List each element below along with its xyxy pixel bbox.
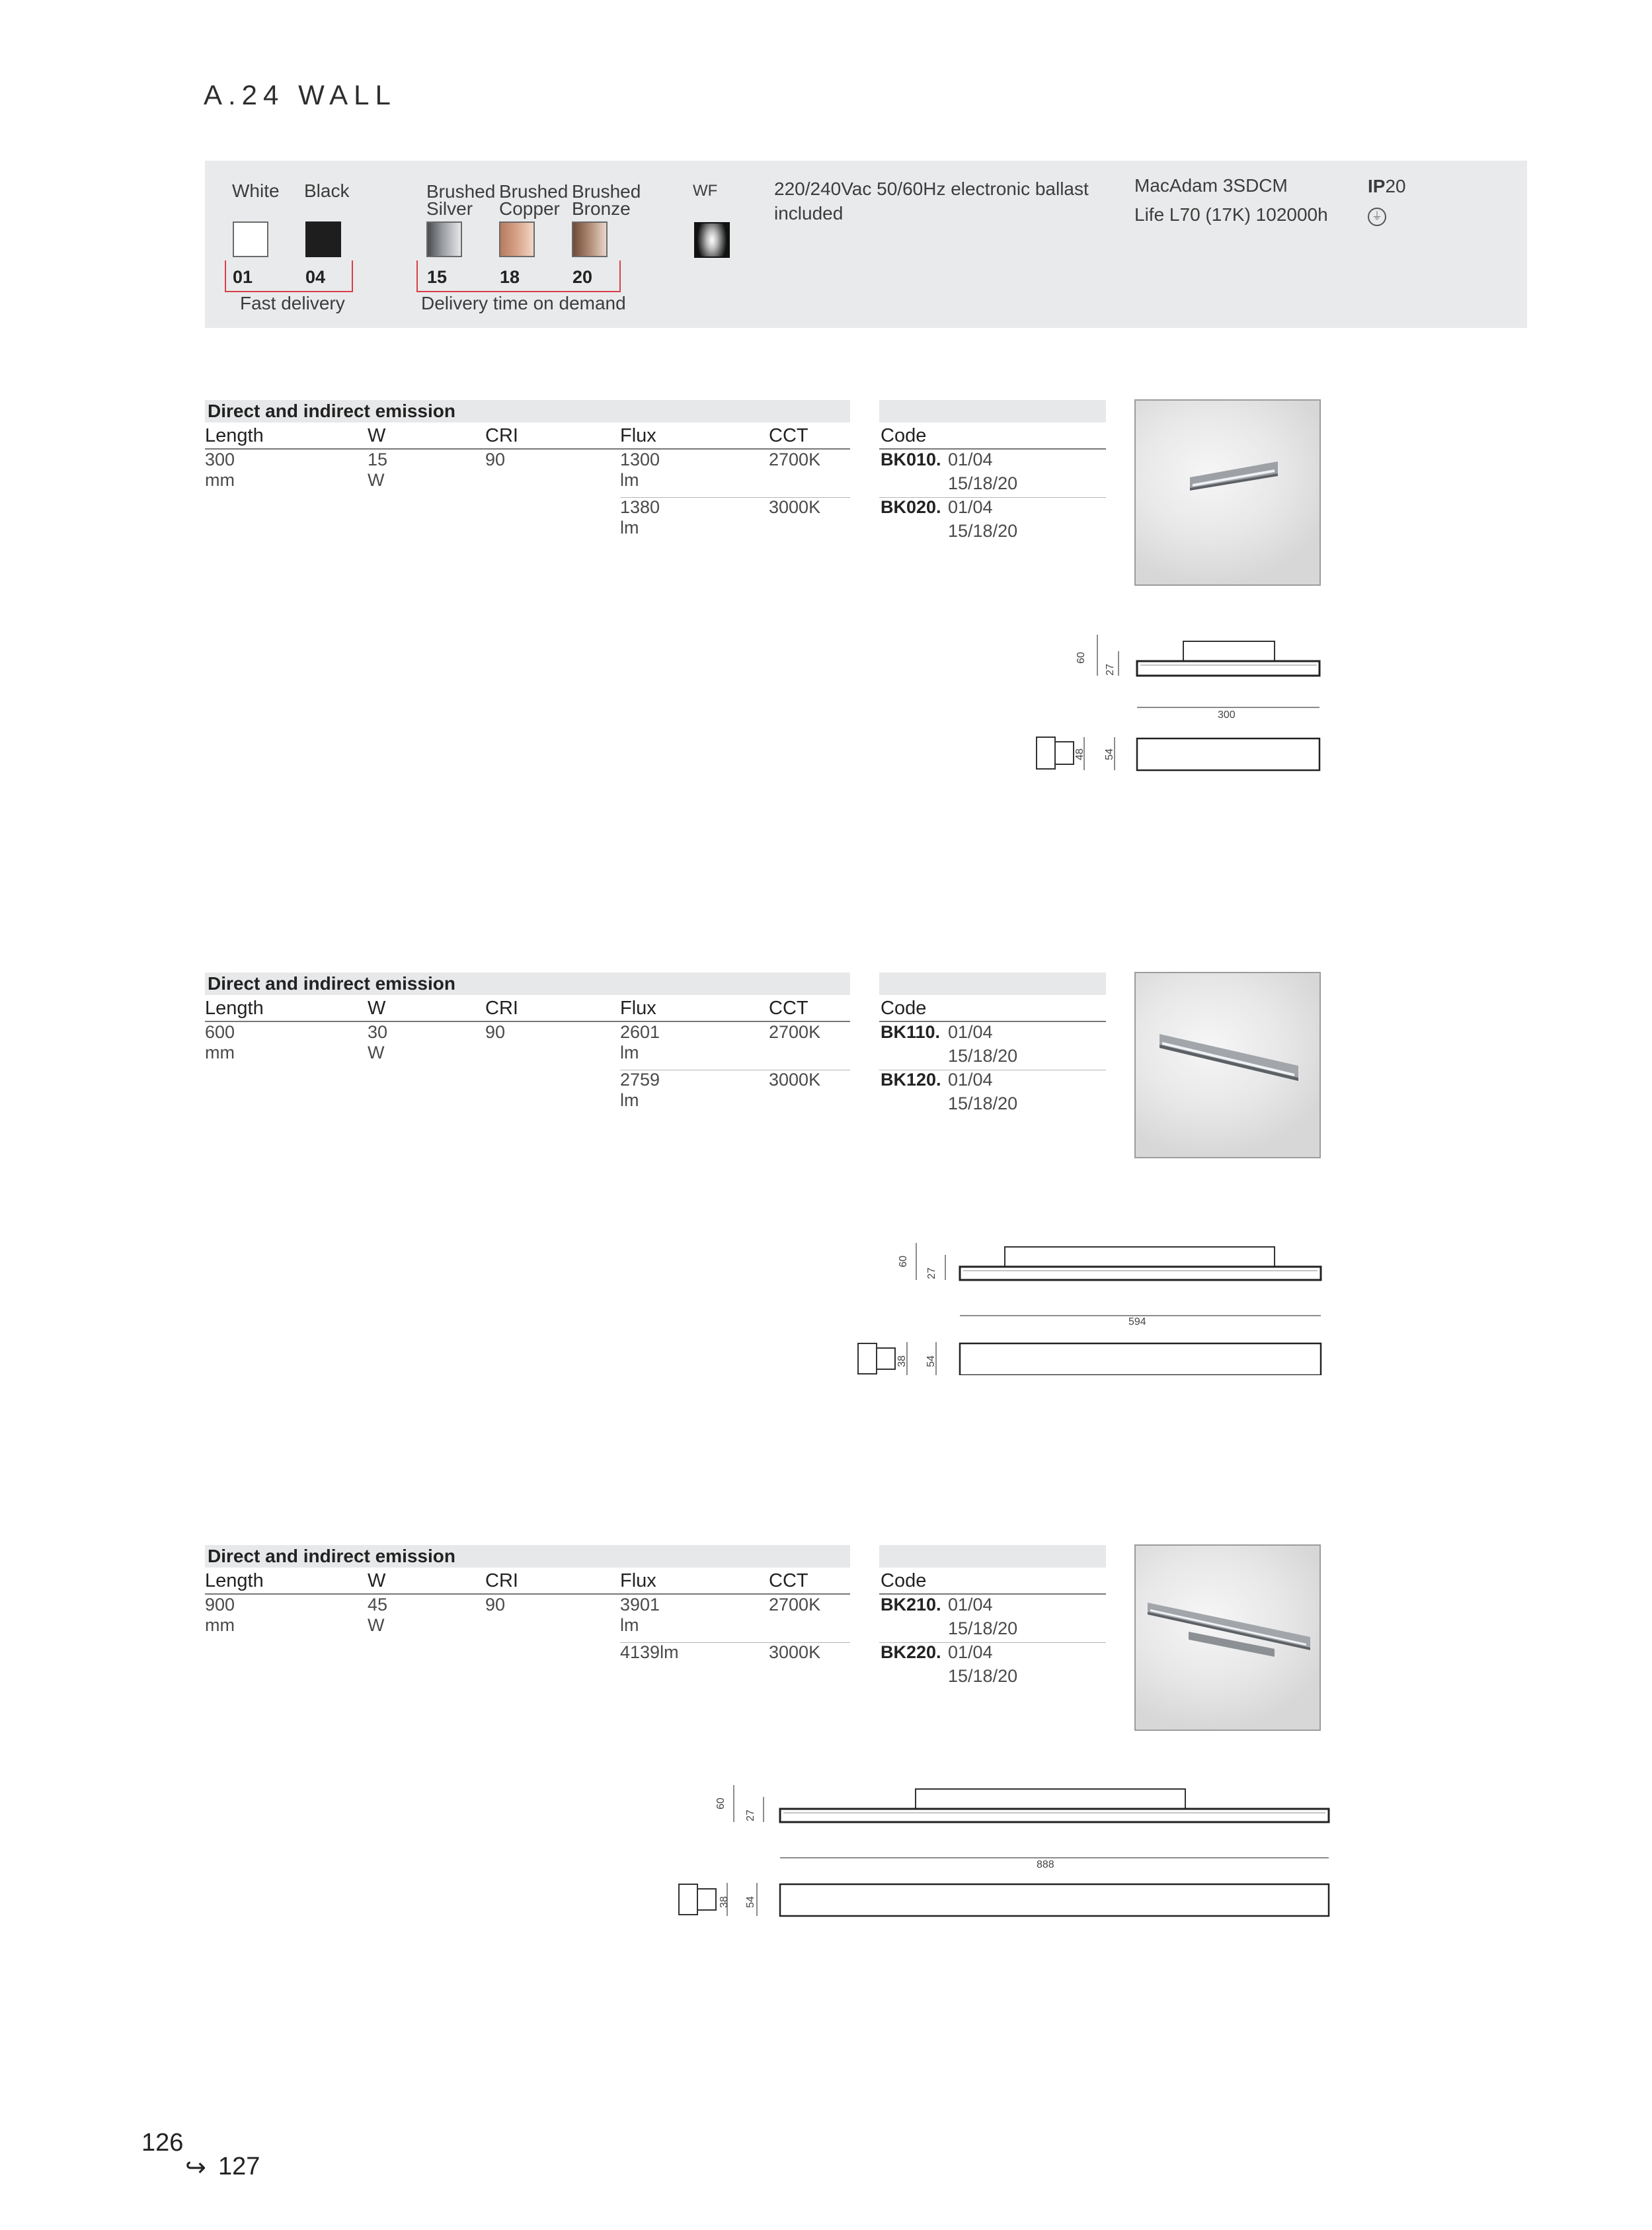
cell-cct: 2700K	[769, 1595, 821, 1614]
cell-finish2: 15/18/20	[948, 1094, 1018, 1113]
emission-bar	[205, 973, 850, 995]
finish-code-black: 04	[305, 267, 326, 287]
finish-label-bronze: Brushed Bronze	[572, 181, 641, 219]
wf-label: WF	[693, 182, 718, 200]
cell-flux: 1380 lm	[620, 497, 660, 538]
dim-mount-depth: 38	[896, 1355, 908, 1367]
dim-length: 300	[1218, 709, 1236, 721]
header-rule	[205, 448, 850, 450]
dim-total-depth: 54	[925, 1355, 937, 1367]
cell-cct: 3000K	[769, 1642, 821, 1662]
cell-cri: 90	[485, 450, 506, 469]
cell-finish1: 01/04	[948, 1022, 993, 1042]
macadam-spec: MacAdam 3SDCM	[1134, 175, 1288, 196]
cell-w: 15 W	[368, 450, 388, 490]
dim-total-height: 60	[715, 1798, 727, 1810]
swatch-brushed-copper	[499, 221, 535, 257]
th-flux: Flux	[620, 1570, 656, 1591]
cell-finish1: 01/04	[948, 1595, 993, 1614]
cell-finish1: 01/04	[948, 497, 993, 517]
finish-label-white: White	[232, 180, 280, 201]
cell-cct: 2700K	[769, 450, 821, 469]
product-photo	[1134, 1544, 1321, 1731]
ip-rating	[1368, 174, 1406, 198]
cell-flux: 4139lm	[620, 1642, 679, 1662]
th-cct: CCT	[769, 425, 808, 446]
cell-code: BK220.	[881, 1642, 941, 1662]
code-header-bar	[879, 973, 1106, 995]
emission-title: Direct and indirect emission	[208, 973, 455, 994]
cell-flux: 2759 lm	[620, 1070, 660, 1110]
page-number: 126	[141, 2129, 184, 2157]
th-cct: CCT	[769, 1570, 808, 1591]
ip-prefix: IP	[1368, 176, 1386, 196]
emission-title: Direct and indirect emission	[208, 401, 455, 421]
dim-length: 888	[1037, 1859, 1054, 1870]
next-page-arrow-icon[interactable]: ↪	[185, 2154, 206, 2182]
cell-finish2: 15/18/20	[948, 521, 1018, 541]
dim-length: 594	[1128, 1316, 1146, 1328]
cell-cct: 2700K	[769, 1022, 821, 1042]
cell-code: BK020.	[881, 497, 941, 517]
th-flux: Flux	[620, 998, 656, 1019]
code-header-bar	[879, 1545, 1106, 1568]
cell-finish2: 15/18/20	[948, 473, 1018, 493]
th-code: Code	[881, 1570, 927, 1591]
dim-mount-depth: 48	[1074, 748, 1085, 760]
th-cri: CRI	[485, 1570, 518, 1591]
cell-finish1: 01/04	[948, 1070, 993, 1090]
header-rule	[205, 1021, 850, 1022]
swatch-brushed-silver	[426, 221, 462, 257]
th-flux: Flux	[620, 425, 656, 446]
cell-length: 900 mm	[205, 1595, 235, 1635]
life-spec: Life L70 (17K) 102000h	[1134, 204, 1328, 225]
dim-total-height: 60	[1075, 652, 1087, 664]
th-w: W	[368, 998, 386, 1019]
dim-total-depth: 54	[744, 1896, 756, 1908]
cell-finish2: 15/18/20	[948, 1046, 1018, 1066]
cell-length: 600 mm	[205, 1022, 235, 1062]
lamp-illustration	[1136, 401, 1321, 586]
cell-flux: 1300 lm	[620, 450, 660, 490]
code-header-bar	[879, 400, 1106, 422]
product-photo	[1134, 972, 1321, 1158]
finish-code-copper: 18	[500, 267, 520, 287]
swatch-white	[233, 221, 268, 257]
cell-cri: 90	[485, 1022, 506, 1042]
th-code: Code	[881, 998, 927, 1019]
th-w: W	[368, 1570, 386, 1591]
cell-finish2: 15/18/20	[948, 1618, 1018, 1638]
dim-total-height: 60	[897, 1255, 909, 1267]
page-title: A.24 WALL	[204, 79, 397, 110]
swatch-wf	[694, 222, 730, 258]
cell-cct: 3000K	[769, 497, 821, 517]
ballast-spec: 220/240Vac 50/60Hz electronic ballast included	[774, 179, 1089, 223]
lamp-illustration	[1136, 1546, 1321, 1731]
technical-drawing	[671, 1785, 1332, 1924]
earth-icon: ⏚	[1368, 208, 1386, 226]
next-page-number[interactable]: 127	[218, 2153, 260, 2180]
cell-code: BK110.	[881, 1022, 941, 1042]
dim-mount-depth: 38	[718, 1896, 730, 1908]
cell-w: 30 W	[368, 1022, 388, 1062]
finish-label-copper: Brushed Copper	[499, 181, 569, 219]
emission-title: Direct and indirect emission	[208, 1546, 455, 1566]
ip-number: 20	[1385, 176, 1406, 196]
finish-code-white: 01	[233, 267, 253, 287]
th-length: Length	[205, 425, 264, 446]
th-length: Length	[205, 998, 264, 1019]
finish-label-black: Black	[304, 180, 350, 201]
cell-code: BK120.	[881, 1070, 941, 1090]
finish-code-bronze: 20	[572, 267, 593, 287]
th-cct: CCT	[769, 998, 808, 1019]
finish-label-silver: Brushed Silver	[426, 181, 496, 219]
th-code: Code	[881, 425, 927, 446]
dim-total-depth: 54	[1103, 748, 1115, 760]
cell-finish2: 15/18/20	[948, 1666, 1018, 1686]
cell-length: 300 mm	[205, 450, 235, 490]
lamp-illustration	[1136, 973, 1321, 1158]
cell-cct: 3000K	[769, 1070, 821, 1090]
cell-flux: 2601 lm	[620, 1022, 660, 1062]
cell-flux: 3901 lm	[620, 1595, 660, 1635]
cell-code: BK010.	[881, 450, 941, 469]
cell-cri: 90	[485, 1595, 506, 1614]
cell-finish1: 01/04	[948, 1642, 993, 1662]
cell-finish1: 01/04	[948, 450, 993, 469]
cell-w: 45 W	[368, 1595, 388, 1635]
th-cri: CRI	[485, 998, 518, 1019]
dim-body-height: 27	[744, 1810, 756, 1821]
header-rule	[205, 1593, 850, 1595]
technical-drawing	[853, 1243, 1329, 1375]
cell-code: BK210.	[881, 1595, 941, 1614]
on-demand-label: Delivery time on demand	[421, 293, 626, 313]
product-photo	[1134, 399, 1321, 586]
emission-bar	[205, 1545, 850, 1568]
dim-body-height: 27	[1104, 664, 1116, 676]
emission-bar	[205, 400, 850, 422]
th-length: Length	[205, 1570, 264, 1591]
fast-delivery-label: Fast delivery	[240, 293, 345, 313]
swatch-black	[305, 221, 341, 257]
dim-body-height: 27	[925, 1267, 937, 1279]
finish-code-silver: 15	[427, 267, 448, 287]
swatch-brushed-bronze	[572, 221, 608, 257]
th-w: W	[368, 425, 386, 446]
th-cri: CRI	[485, 425, 518, 446]
